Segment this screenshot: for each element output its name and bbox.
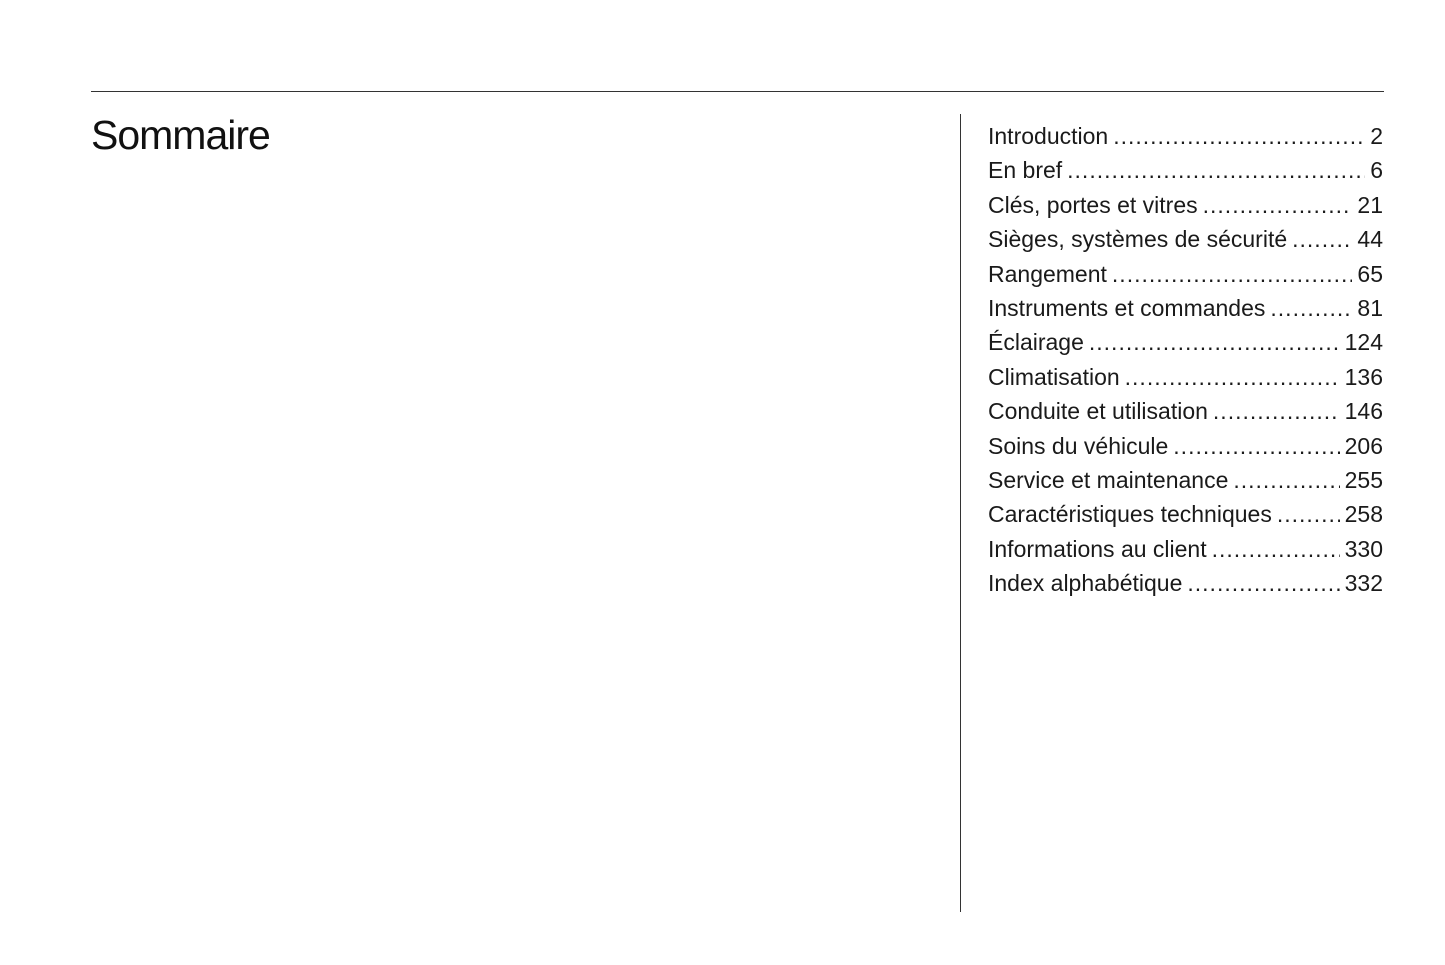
toc-entry-informations-client[interactable] (988, 532, 1383, 566)
dot-leader (1112, 257, 1352, 291)
toc-entry-page: 136 (1344, 363, 1383, 390)
toc-entry-page: 124 (1344, 329, 1383, 356)
toc-entry-label: Index alphabétique (988, 570, 1183, 597)
toc-entry-label: Soins du véhicule (988, 432, 1169, 459)
dot-leader (1212, 532, 1340, 566)
toc-entry-label: Rangement (988, 260, 1107, 287)
toc-entry-page: 146 (1344, 398, 1383, 425)
toc-entry-conduite-utilisation[interactable] (988, 394, 1383, 428)
toc-entry-page: 81 (1357, 294, 1383, 321)
toc-entry-page: 332 (1344, 570, 1383, 597)
toc-entry-caracteristiques-techniques[interactable] (988, 497, 1383, 531)
toc-entry-page: 2 (1370, 123, 1383, 149)
toc-entry-page: 206 (1344, 432, 1383, 459)
toc-entry-label: Climatisation (988, 363, 1120, 390)
toc-entry-rangement[interactable] (988, 257, 1383, 291)
toc-entry-page: 258 (1344, 501, 1383, 528)
dot-leader (1067, 153, 1365, 187)
toc-entry-instruments-commandes[interactable] (988, 291, 1383, 325)
toc-entry-en-bref[interactable] (988, 153, 1383, 187)
toc-entry-page: 330 (1344, 535, 1383, 562)
toc-entry-service-maintenance[interactable] (988, 463, 1383, 497)
page-title: Sommaire (91, 112, 270, 158)
toc-entry-climatisation[interactable] (988, 360, 1383, 394)
dot-leader (1270, 291, 1352, 325)
toc-entry-cles-portes-vitres[interactable] (988, 188, 1383, 222)
toc-entry-page: 65 (1357, 260, 1383, 287)
toc-entry-index-alphabetique[interactable] (988, 566, 1383, 600)
toc-entry-label: Caractéristiques techniques (988, 501, 1272, 528)
column-divider (960, 114, 961, 912)
toc-entry-label: Clés, portes et vitres (988, 191, 1198, 218)
toc-entry-page: 44 (1357, 226, 1383, 253)
toc-entry-page: 21 (1357, 191, 1383, 218)
dot-leader (1113, 119, 1365, 153)
dot-leader (1233, 463, 1339, 497)
toc-entry-soins-vehicule[interactable] (988, 429, 1383, 463)
toc-entry-label: En bref (988, 157, 1063, 184)
top-rule (91, 91, 1384, 92)
dot-leader (1089, 325, 1340, 359)
toc-entry-label: Service et maintenance (988, 466, 1229, 493)
toc-entry-label: Informations au client (988, 535, 1207, 562)
toc-entry-label: Introduction (988, 123, 1109, 149)
dot-leader (1292, 222, 1352, 256)
toc-entry-page: 6 (1370, 157, 1383, 184)
dot-leader (1277, 497, 1340, 531)
toc-entry-introduction[interactable] (988, 119, 1383, 153)
toc-entry-label: Conduite et utilisation (988, 398, 1208, 425)
table-of-contents (988, 119, 1383, 600)
dot-leader (1213, 394, 1340, 428)
toc-entry-eclairage[interactable] (988, 325, 1383, 359)
toc-entry-label: Instruments et commandes (988, 294, 1266, 321)
dot-leader (1173, 429, 1339, 463)
toc-entry-label: Éclairage (988, 329, 1084, 356)
toc-entry-page: 255 (1344, 466, 1383, 493)
dot-leader (1203, 188, 1353, 222)
toc-entry-label: Sièges, systèmes de sécurité (988, 226, 1288, 253)
dot-leader (1125, 360, 1340, 394)
dot-leader (1187, 566, 1339, 600)
toc-entry-sieges-securite[interactable] (988, 222, 1383, 256)
